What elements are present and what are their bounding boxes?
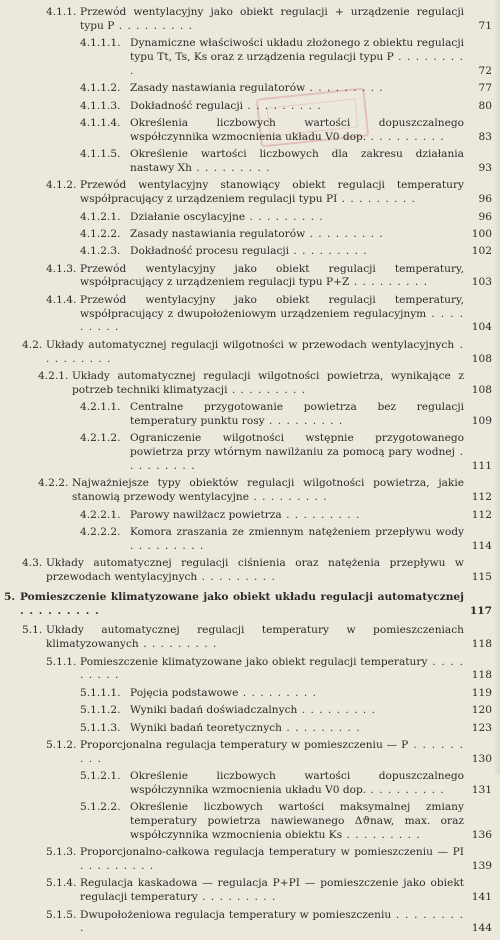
leader-dots bbox=[337, 193, 416, 205]
toc-entry bbox=[0, 432, 500, 473]
toc-page-number: 114 bbox=[471, 539, 492, 552]
leader-dots bbox=[366, 784, 445, 796]
toc-number: 5.1.1.3. bbox=[80, 721, 121, 734]
toc-title-text: Komora zraszania ze zmiennym natężeniem przepływu wody bbox=[130, 525, 464, 538]
toc-title-text: Przewód wentylacyjny stanowiący obiekt regulacji temperatury współpracujący z urządzeniem regulacji typu PI bbox=[80, 179, 464, 206]
toc-page-number: 104 bbox=[471, 321, 492, 334]
toc-entry bbox=[0, 846, 500, 874]
leader-dots bbox=[243, 100, 322, 112]
toc-title-text: Proporcjonalna regulacja temperatury w pomieszczeniu — P bbox=[80, 738, 409, 751]
toc-number: 4.2.2.1. bbox=[80, 508, 121, 521]
toc-entry bbox=[0, 228, 500, 242]
toc-title-text: Określenie liczbowych wartości maksymalnej zmiany temperatury powietrza nawiewanego Δϑnaw, max. oraz współczynnika wzmocnienia obiektu Ks bbox=[130, 801, 464, 841]
leader-dots bbox=[197, 571, 276, 583]
toc-number: 4.1.1.5. bbox=[80, 148, 121, 161]
toc-title bbox=[0, 100, 500, 114]
toc-page-number: 139 bbox=[471, 860, 492, 873]
toc-title-text: Układy automatycznej regulacji temperatury w pomieszczeniach klimatyzowanych bbox=[46, 624, 464, 651]
table-of-contents bbox=[0, 6, 500, 940]
leader-dots bbox=[349, 276, 428, 288]
toc-number: 4.1.1.3. bbox=[80, 99, 121, 112]
toc-page-number: 103 bbox=[471, 276, 492, 289]
toc-number: 5.1.2.1. bbox=[80, 770, 121, 783]
toc-title-text: Wyniki badań teoretycznych bbox=[130, 721, 282, 734]
toc-title bbox=[0, 117, 500, 145]
toc-number: 4.1.1.2. bbox=[80, 82, 121, 95]
leader-dots bbox=[130, 540, 204, 552]
toc-number: 4.1.3. bbox=[46, 262, 77, 275]
toc-page-number: 141 bbox=[471, 891, 492, 904]
toc-title bbox=[0, 770, 500, 798]
leader-dots bbox=[139, 638, 218, 650]
toc-entry bbox=[0, 401, 500, 429]
toc-title bbox=[0, 846, 500, 874]
toc-title-text: Układy automatycznej regulacji wilgotności powietrza, wynikające z potrzeb techniki klimatyzacji bbox=[72, 370, 464, 396]
toc-title-text: Pomieszczenie klimatyzowane jako obiekt układu regulacji automatycznej bbox=[20, 590, 464, 603]
toc-title bbox=[0, 339, 500, 367]
toc-number: 4.2. bbox=[22, 338, 43, 351]
toc-entry bbox=[0, 370, 500, 398]
toc-title bbox=[0, 909, 500, 937]
toc-page-number: 83 bbox=[478, 130, 492, 143]
toc-number: 4.2.1.1. bbox=[80, 401, 121, 414]
toc-title bbox=[0, 624, 500, 652]
toc-number: 5.1.1. bbox=[46, 655, 77, 668]
toc-page-number: 77 bbox=[478, 82, 492, 95]
toc-title bbox=[0, 801, 500, 842]
leader-dots bbox=[238, 687, 317, 699]
toc-entry bbox=[0, 877, 500, 905]
leader-dots bbox=[249, 491, 328, 503]
leader-dots bbox=[282, 509, 361, 521]
toc-title bbox=[0, 704, 500, 718]
toc-page-number: 117 bbox=[469, 604, 492, 617]
toc-title bbox=[0, 179, 500, 207]
toc-entry bbox=[0, 722, 500, 736]
toc-title-text: Układy automatycznej regulacji wilgotności w przewodach wentylacyjnych bbox=[46, 338, 455, 351]
toc-number: 5.1.2.2. bbox=[80, 801, 121, 814]
toc-entry bbox=[0, 509, 500, 523]
toc-number: 4.1.1. bbox=[46, 6, 77, 18]
toc-number: 4.1.2. bbox=[46, 179, 77, 192]
leader-dots bbox=[297, 704, 376, 716]
toc-page-number: 72 bbox=[478, 64, 492, 77]
toc-number: 5.1.1.1. bbox=[80, 686, 121, 699]
toc-page-number: 130 bbox=[471, 752, 492, 765]
toc-title bbox=[0, 722, 500, 736]
toc-page-number: 109 bbox=[471, 415, 492, 428]
toc-title bbox=[0, 739, 500, 767]
toc-entry bbox=[0, 909, 500, 937]
toc-title bbox=[0, 294, 500, 335]
toc-page-number: 112 bbox=[471, 491, 492, 504]
toc-page-number: 118 bbox=[471, 669, 492, 682]
toc-page-number: 136 bbox=[471, 828, 492, 841]
toc-page-number: 131 bbox=[471, 783, 492, 796]
toc-title-text: Ograniczenie wilgotności wstępnie przygotowanego powietrza przy wtórnym nawilżaniu za pomocą pary wodnej bbox=[130, 432, 464, 459]
toc-title-text: Pomieszczenie klimatyzowane jako obiekt regulacji temperatury bbox=[80, 655, 428, 668]
leader-dots bbox=[342, 829, 421, 841]
leader-dots bbox=[80, 860, 154, 872]
toc-number: 4.1.1.1. bbox=[80, 37, 121, 50]
toc-page-number: 111 bbox=[471, 460, 492, 473]
toc-title bbox=[0, 526, 500, 554]
toc-title-text: Przewód wentylacyjny jako obiekt regulacji temperatury, współpracujący z dwupołożeniowym urządzeniem regulacyjnym bbox=[80, 293, 464, 320]
toc-page-number: 100 bbox=[471, 227, 492, 240]
toc-title bbox=[0, 401, 500, 429]
toc-entry bbox=[0, 477, 500, 505]
toc-number: 5.1.1.2. bbox=[80, 704, 121, 717]
leader-dots bbox=[114, 20, 193, 32]
toc-entry bbox=[0, 179, 500, 207]
toc-title-text: Określenie wartości liczbowych dla zakresu działania nastawy Xh bbox=[130, 148, 464, 174]
toc-page-number: 108 bbox=[471, 383, 492, 396]
toc-title bbox=[0, 245, 500, 259]
toc-title-text: Dokładność regulacji bbox=[130, 99, 244, 112]
toc-title-text: Dynamiczne właściwości układu złożonego z obiektu regulacji typu Tt, Ts, Ks oraz z urządzenia regulacji typu P bbox=[130, 37, 464, 63]
toc-number: 5.1.3. bbox=[46, 846, 77, 859]
toc-entry bbox=[0, 37, 500, 78]
toc-entry bbox=[0, 656, 500, 684]
toc-title-text: Centralne przygotowanie powietrza bez regulacji temperatury punktu rosy bbox=[130, 401, 464, 428]
toc-page-number: 108 bbox=[471, 352, 492, 365]
toc-entry bbox=[0, 687, 500, 701]
toc-page-number: 144 bbox=[471, 922, 492, 935]
toc-entry bbox=[0, 339, 500, 367]
toc-entry bbox=[0, 624, 500, 652]
toc-number: 5.1.5. bbox=[46, 908, 77, 921]
toc-title bbox=[0, 37, 500, 78]
toc-page-number: 102 bbox=[471, 245, 492, 258]
toc-title-text: Układy automatycznej regulacji ciśnienia oraz natężenia przepływu w przewodach wentylacyjnych bbox=[46, 557, 464, 583]
toc-title bbox=[0, 687, 500, 701]
toc-page-number: 120 bbox=[471, 704, 492, 717]
toc-number: 5.1. bbox=[22, 624, 43, 637]
toc-title-text: Dokładność procesu regulacji bbox=[130, 245, 290, 258]
toc-entry bbox=[0, 263, 500, 291]
toc-number: 4.2.2. bbox=[38, 477, 69, 490]
toc-title-text: Pojęcia podstawowe bbox=[130, 686, 239, 699]
toc-entry bbox=[0, 117, 500, 145]
leader-dots bbox=[282, 722, 361, 734]
toc-entry bbox=[0, 245, 500, 259]
toc-number: 4.2.2.2. bbox=[80, 525, 121, 538]
toc-title bbox=[0, 228, 500, 242]
toc-title-text: Proporcjonalno-całkowa regulacja temperatury w pomieszczeniu — PI bbox=[80, 846, 464, 859]
toc-page-number: 96 bbox=[478, 193, 492, 206]
toc-title-text: Przewód wentylacyjny jako obiekt regulacji temperatury, współpracujący z urządzeniem regulacji typu P+Z bbox=[80, 262, 464, 289]
toc-page-number: 118 bbox=[471, 638, 492, 651]
leader-dots bbox=[192, 162, 271, 174]
toc-title bbox=[0, 509, 500, 523]
leader-dots bbox=[289, 245, 368, 257]
toc-title-text: Określenia liczbowych wartości dopuszczalnego współczynnika wzmocnienia układu V0 dop. bbox=[130, 116, 464, 143]
toc-page-number: 123 bbox=[471, 721, 492, 734]
toc-entry bbox=[0, 526, 500, 554]
toc-entry bbox=[0, 557, 500, 585]
toc-title bbox=[0, 82, 500, 96]
toc-entry bbox=[0, 148, 500, 176]
toc-title bbox=[0, 211, 500, 225]
toc-number: 4.1.2.3. bbox=[80, 245, 121, 258]
toc-title bbox=[0, 370, 500, 398]
toc-entry bbox=[0, 82, 500, 96]
toc-title bbox=[0, 263, 500, 291]
toc-number: 4.2.1. bbox=[38, 370, 69, 383]
toc-title bbox=[0, 557, 500, 585]
toc-title-text: Parowy nawilżacz powietrza bbox=[130, 508, 282, 521]
toc-page-number: 112 bbox=[471, 508, 492, 521]
leader-dots bbox=[305, 228, 384, 240]
toc-entry bbox=[0, 770, 500, 798]
leader-dots bbox=[227, 384, 306, 396]
toc-title bbox=[0, 432, 500, 473]
toc-page-number: 93 bbox=[478, 161, 492, 174]
toc-entry bbox=[0, 739, 500, 767]
toc-title-text: Najważniejsze typy obiektów regulacji wilgotności powietrza, jakie stanowią przewody wentylacyjne bbox=[72, 477, 464, 504]
toc-number: 4.1.2.2. bbox=[80, 227, 121, 240]
toc-entry bbox=[0, 211, 500, 225]
toc-entry bbox=[0, 801, 500, 842]
toc-title-text: Przewód wentylacyjny jako obiekt regulacji + urządzenie regulacji typu P bbox=[80, 6, 464, 32]
leader-dots bbox=[305, 82, 384, 94]
toc-title bbox=[0, 477, 500, 505]
toc-title-text: Regulacja kaskadowa — regulacja P+PI — pomieszczenie jako obiekt regulacji temperatury bbox=[80, 877, 464, 904]
toc-number: 5.1.4. bbox=[46, 877, 77, 890]
toc-title-text: Zasady nastawiania regulatorów bbox=[130, 227, 306, 240]
toc-page-number: 80 bbox=[478, 99, 492, 112]
toc-page-number: 71 bbox=[478, 19, 492, 32]
toc-title-text: Działanie oscylacyjne bbox=[130, 210, 246, 223]
leader-dots bbox=[366, 131, 445, 143]
toc-title-text: Określenie liczbowych wartości dopuszczalnego współczynnika wzmocnienia układu V0 dop. bbox=[130, 770, 464, 796]
toc-number: 4.1.2.1. bbox=[80, 210, 121, 223]
toc-title bbox=[0, 591, 500, 619]
leader-dots bbox=[198, 891, 277, 903]
toc-page-number: 115 bbox=[471, 570, 492, 583]
toc-title bbox=[0, 877, 500, 905]
toc-entry bbox=[0, 100, 500, 114]
toc-number: 4.2.1.2. bbox=[80, 432, 121, 445]
toc-entry bbox=[0, 294, 500, 335]
leader-dots bbox=[245, 211, 324, 223]
toc-entry bbox=[0, 704, 500, 718]
toc-number: 5. bbox=[4, 590, 16, 603]
leader-dots bbox=[265, 415, 344, 427]
toc-title-text: Dwupołożeniowa regulacja temperatury w pomieszczeniu bbox=[80, 908, 392, 921]
toc-number: 4.1.1.4. bbox=[80, 116, 121, 129]
leader-dots bbox=[20, 605, 100, 617]
toc-title bbox=[0, 148, 500, 176]
toc-page-number: 119 bbox=[471, 686, 492, 699]
toc-number: 5.1.2. bbox=[46, 738, 77, 751]
toc-entry bbox=[0, 6, 500, 34]
toc-number: 4.1.4. bbox=[46, 293, 77, 306]
toc-number: 4.3. bbox=[22, 557, 43, 570]
toc-title-text: Wyniki badań doświadczalnych bbox=[130, 704, 298, 717]
toc-title bbox=[0, 6, 500, 34]
toc-page-number: 96 bbox=[478, 210, 492, 223]
toc-entry bbox=[0, 591, 500, 619]
toc-title bbox=[0, 656, 500, 684]
toc-title-text: Zasady nastawiania regulatorów bbox=[130, 82, 306, 95]
